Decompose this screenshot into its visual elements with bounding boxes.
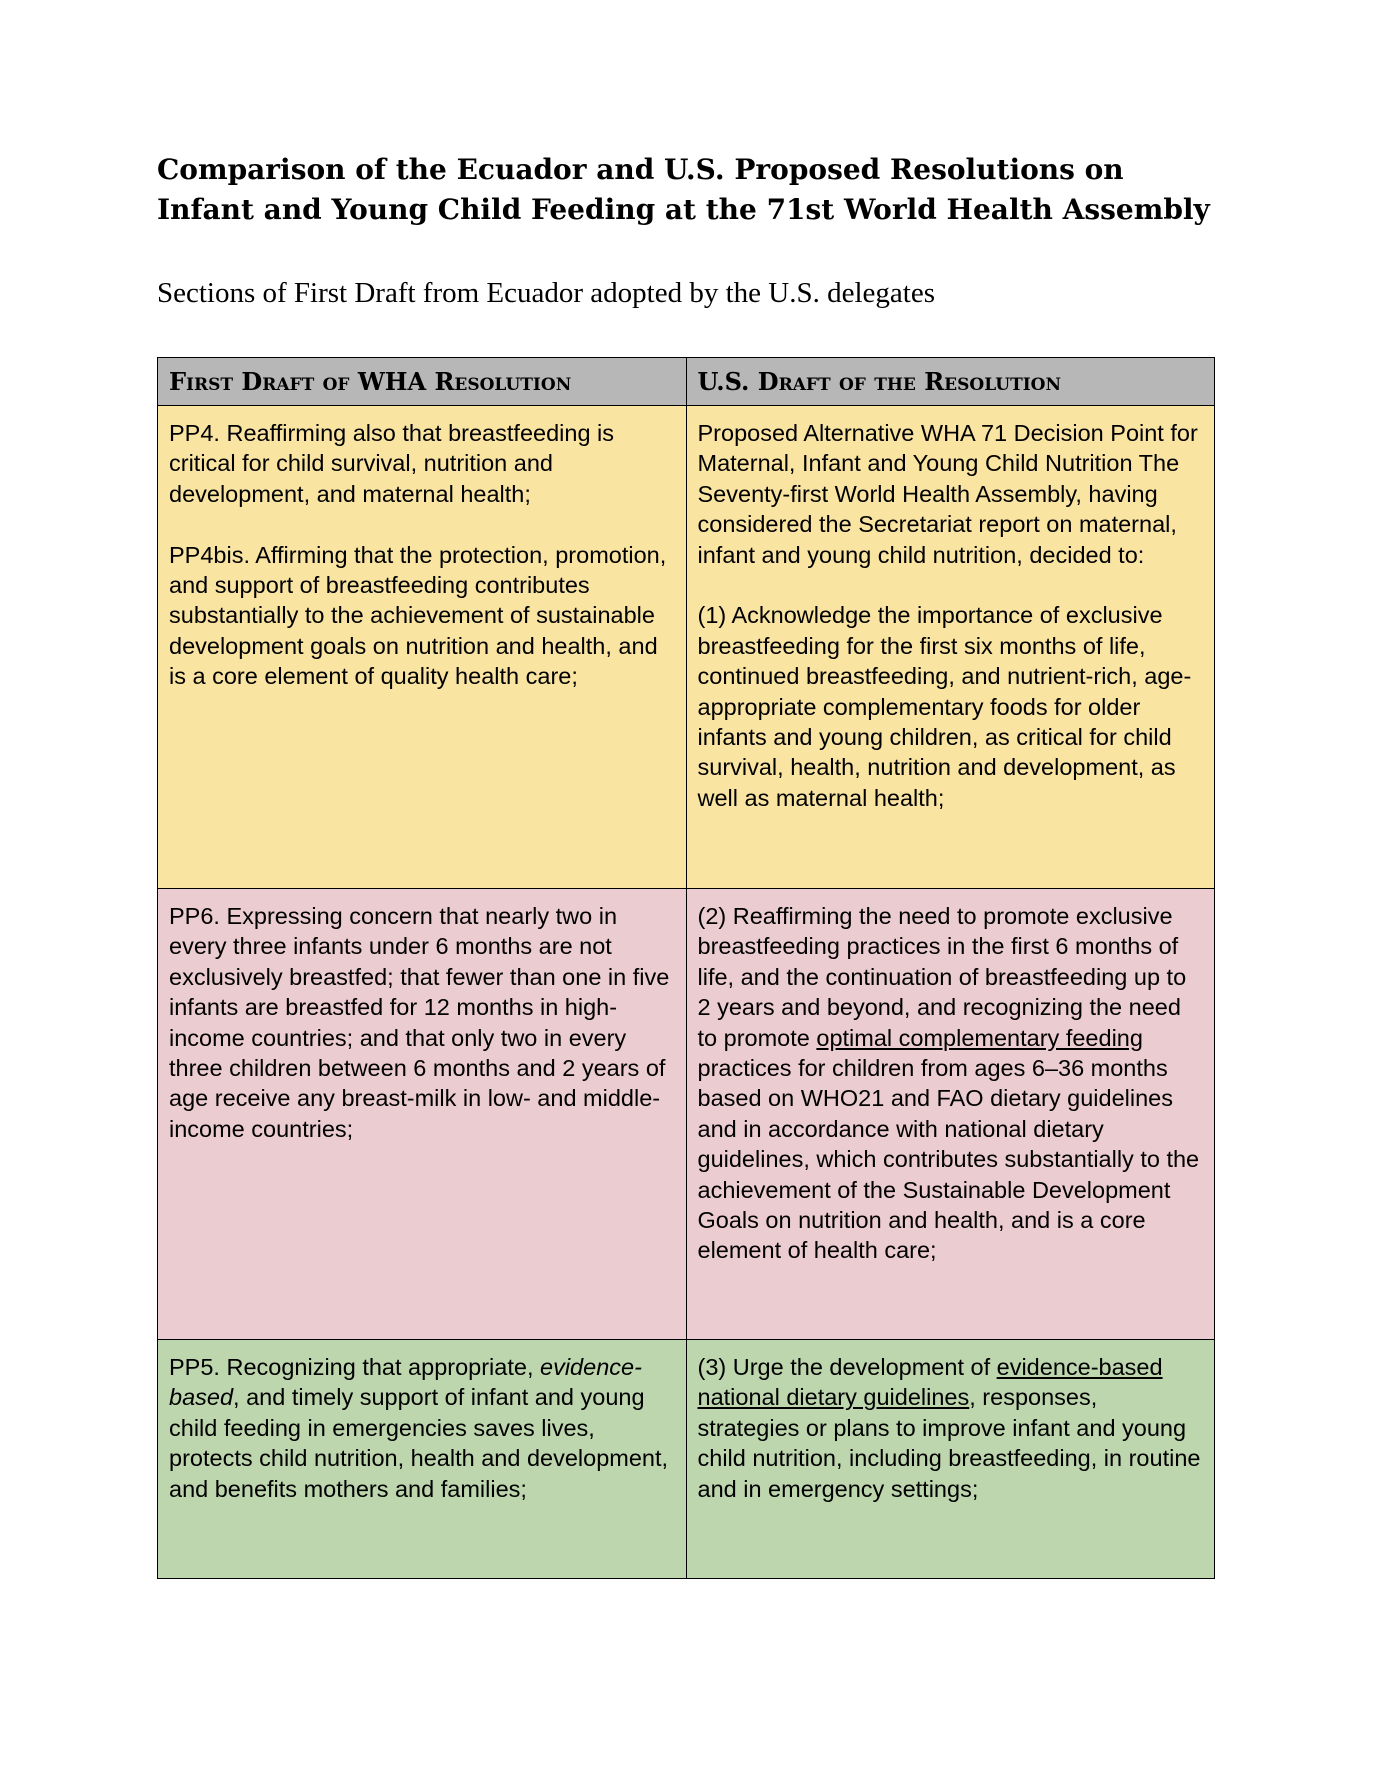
paragraph [698, 1352, 1205, 1504]
paragraph: PP4bis. Affirming that the protection, promotion, and support of breastfeeding contributes substantially to the achievement of sustainable development goals on nutrition and health, and is a core element of quality health care; [169, 541, 667, 690]
text-run: PP5. Recognizing that appropriate, [169, 1354, 541, 1380]
first-draft-cell [158, 1340, 687, 1579]
table-row [158, 1340, 1215, 1579]
us-draft-cell [686, 889, 1215, 1340]
text-run: (2) Reaffirming the need to promote exclusive breastfeeding practices in the first 6 months of life, and the continuation of breastfeeding up to 2 years and beyond, and recognizing the need to promote [697, 903, 1187, 1051]
paragraph: (1) Acknowledge the importance of exclusive breastfeeding for the first six months of life, continued breastfeeding, and nutrient-rich, age-appropriate complementary foods for older infants and young children, as critical for child survival, health, nutrition and development, as well as maternal health; [697, 602, 1192, 811]
text-run: (3) Urge the development of [697, 1354, 997, 1380]
text-run: , responses, strategies or plans to improve infant and young child nutrition, including breastfeeding, in routine and in emergency settings; [697, 1384, 1201, 1502]
text-run: practices for children from ages 6–36 months based on WHO21 and FAO dietary guidelines and in accordance with national dietary guidelines, which contributes substantially to the achievement of the Sustainable Development Goals on nutrition and health, and is a core element of health care; [697, 1055, 1200, 1264]
paragraph: Proposed Alternative WHA 71 Decision Point for Maternal, Infant and Young Child Nutrition The Seventy-first World Health Assembly, having considered the Secretariat report on maternal, infant and young child nutrition, decided to: [697, 420, 1198, 568]
us-draft-cell [686, 406, 1215, 889]
document-subtitle: Sections of First Draft from Ecuador adopted by the U.S. delegates [157, 277, 935, 309]
header-us-draft: U.S. Draft of the Resolution [686, 358, 1215, 406]
underlined-text: optimal complementary feeding [816, 1024, 1143, 1051]
table-row [158, 889, 1215, 1340]
paragraph: PP4. Reaffirming also that breastfeeding is critical for child survival, nutrition and development, and maternal health; [169, 420, 615, 507]
table-row [158, 406, 1215, 889]
text-run: , and timely support of infant and young child feeding in emergencies saves lives, protects child nutrition, health and development, and benefits mothers and families; [169, 1384, 669, 1502]
header-first-draft: First Draft of WHA Resolution [158, 358, 687, 406]
table-header-row [158, 358, 1215, 406]
paragraph [169, 1352, 676, 1504]
first-draft-cell [158, 406, 687, 889]
paragraph: PP6. Expressing concern that nearly two in every three infants under 6 months are not exclusively breastfed; that fewer than one in five infants are breastfed for 12 months in high-income countries; and that only two in every three children between 6 months and 2 years of age receive any breast-milk in low- and middle-income countries; [169, 903, 670, 1142]
comparison-table [157, 357, 1215, 1579]
paragraph [698, 901, 1205, 1266]
document-title: Comparison of the Ecuador and U.S. Proposed Resolutions on Infant and Young Child Feeding at the 71st World Health Assembly [157, 153, 1210, 226]
italic-text: evidence-based [169, 1354, 642, 1411]
first-draft-cell [158, 889, 687, 1340]
underlined-text: evidence-based national dietary guidelines [697, 1354, 1163, 1411]
us-draft-cell [686, 1340, 1215, 1579]
